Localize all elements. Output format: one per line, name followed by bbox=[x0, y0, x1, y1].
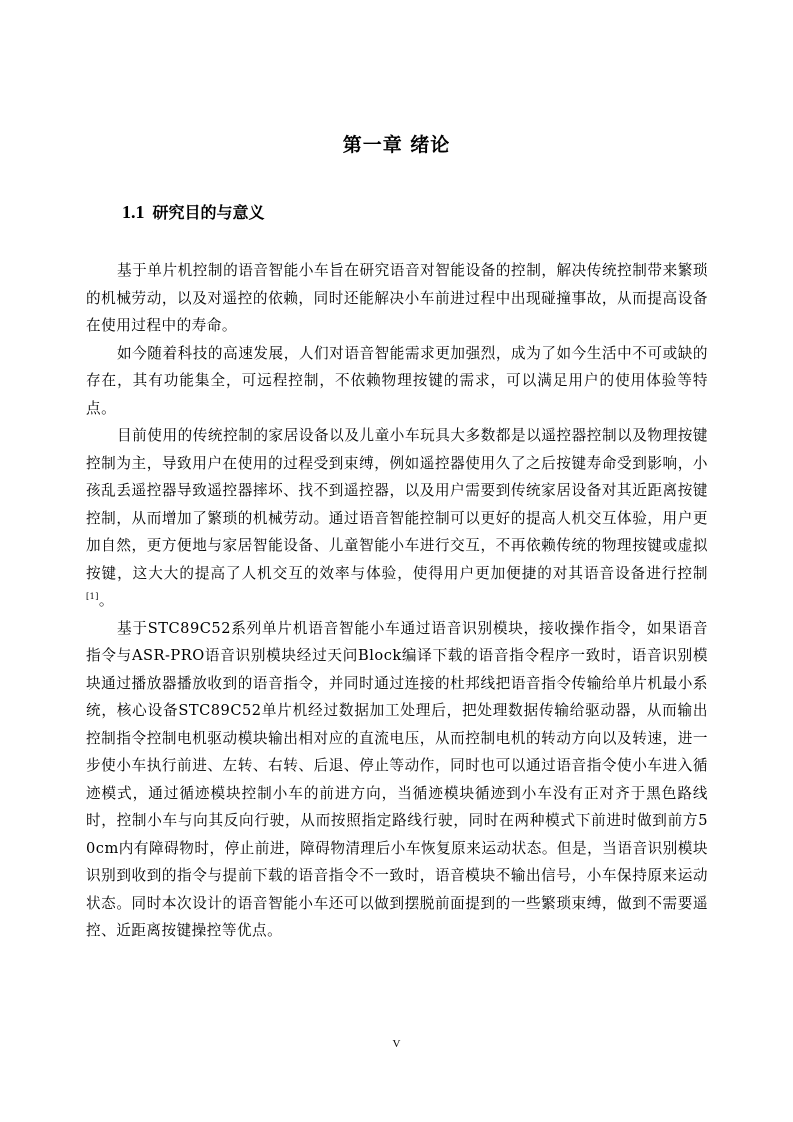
paragraph-tail: 。 bbox=[98, 592, 114, 609]
paragraph-text: 如今随着科技的高速发展，人们对语音智能需求更加强烈，成为了如今生活中不可或缺的存在，其有功能集全，可远程控制，不依赖物理按键的需求，可以满足用户的使用体验等特点。 bbox=[86, 344, 708, 417]
citation-marker: [1] bbox=[86, 592, 99, 602]
page-number: V bbox=[392, 1038, 401, 1050]
section-number: 1.1 bbox=[122, 202, 145, 222]
section-title-text: 研究目的与意义 bbox=[152, 203, 265, 222]
paragraph-system-description bbox=[86, 615, 708, 945]
section-heading bbox=[122, 199, 265, 226]
paragraph-demand bbox=[86, 340, 708, 423]
paragraph-text: 基于单片机控制的语音智能小车旨在研究语音对智能设备的控制，解决传统控制带来繁琐的机械劳动，以及对遥控的依赖，同时还能解决小车前进过程中出现碰撞事故，从而提高设备在使用过程中的寿命。 bbox=[86, 262, 708, 334]
paragraph-traditional-control bbox=[86, 422, 708, 615]
chapter-title: 第一章 绪论 bbox=[342, 134, 451, 156]
body-text bbox=[86, 257, 708, 945]
paragraph-purpose bbox=[86, 257, 708, 340]
paragraph-text: 基于STC89C52系列单片机语音智能小车通过语音识别模块，接收操作指令，如果语音指令与ASR-PRO语音识别模块经过天问Block编译下载的语音指令程序一致时，语音识别模块通过播放器播放收到的语音指令，并同时通过连接的杜邦线把语音指令传输给单片机最小系统，核心设备STC89C52单片机经过数据加工处理后，把处理数据传输给驱动器，从而输出控制指令控制电机驱动模块输出相对应的直流电压，从而控制电机的转动方向以及转速，进一步使小车执行前进、左转、右转、后退、停止等动作，同时也可以通过语音指令使小车进入循迹模式，通过循迹模块控制小车的前进方向，当循迹模块循迹到小车没有正对齐于黑色路线时，控制小车与向其反向行驶，从而按照指定路线行驶，同时在两种模式下前进时做到前方50cm内有障碍物时，停止前进，障碍物清理后小车恢复原来运动状态。但是，当语音识别模块识别到收到的指令与提前下载的语音指令不一致时，语音模块不输出信号，小车保持原来运动状态。同时本次设计的语音智能小车还可以做到摆脱前面提到的一些繁琐束缚，做到不需要遥控、近距离按键操控等优点。 bbox=[86, 619, 708, 939]
paragraph-text: 目前使用的传统控制的家居设备以及儿童小车玩具大多数都是以遥控器控制以及物理按键控制为主，导致用户在使用的过程受到束缚，例如遥控器使用久了之后按键寿命受到影响，小孩乱丢遥控器导致遥控器摔坏、找不到遥控器，以及用户需要到传统家居设备对其近距离按键控制，从而增加了繁琐的机械劳动。通过语音智能控制可以更好的提高人机交互体验，用户更加自然，更方便地与家居智能设备、儿童智能小车进行交互，不再依赖传统的物理按键或虚拟按键，这大大的提高了人机交互的效率与体验，使得用户更加便捷的对其语音设备进行控制 bbox=[86, 427, 708, 582]
